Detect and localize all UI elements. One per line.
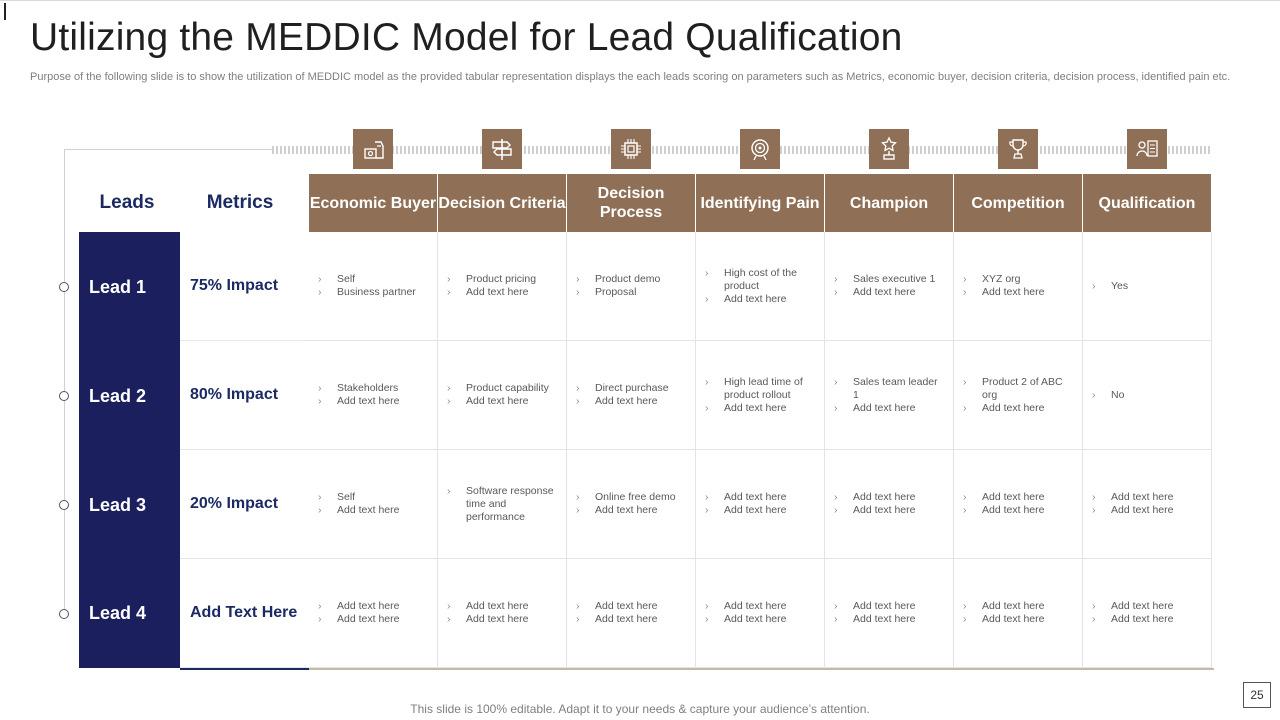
chevron-right-icon: ›: [834, 273, 838, 285]
chevron-right-icon: ›: [447, 395, 451, 407]
table-cell: [309, 341, 438, 450]
frame-line-left: [64, 149, 65, 619]
cell-bullet: [834, 273, 945, 286]
bullet-text: XYZ org: [982, 273, 1021, 285]
bullet-text: Add text here: [724, 292, 787, 305]
chevron-right-icon: ›: [705, 600, 709, 612]
page-number: 25: [1243, 682, 1271, 708]
table-cell: [438, 559, 567, 668]
chevron-right-icon: ›: [705, 613, 709, 625]
bullet-text: Add text here: [982, 286, 1045, 298]
cell-bullet: [447, 382, 558, 395]
bullet-text: Add text here: [982, 491, 1045, 503]
cell-bullet: [963, 504, 1074, 517]
cell-bullet: [576, 600, 687, 613]
chevron-right-icon: ›: [318, 395, 322, 407]
table-cell: [954, 450, 1083, 559]
cell-bullet: [963, 600, 1074, 613]
frame-line-top: [64, 149, 272, 150]
chevron-right-icon: ›: [705, 292, 709, 305]
chevron-right-icon: ›: [576, 613, 580, 625]
bullet-text: Business partner: [337, 286, 416, 298]
chevron-right-icon: ›: [963, 491, 967, 503]
cell-bullet: [834, 600, 945, 613]
table-cell: [1083, 450, 1212, 559]
cell-bullet: [447, 600, 558, 613]
cell-bullet: [963, 376, 1074, 402]
chevron-right-icon: ›: [447, 286, 451, 298]
cell-bullet: [318, 273, 429, 286]
chevron-right-icon: ›: [576, 504, 580, 516]
bullet-text: Add text here: [982, 401, 1045, 414]
chevron-right-icon: ›: [318, 491, 322, 503]
chevron-right-icon: ›: [1092, 279, 1096, 292]
bullet-text: Software response time and performance: [466, 484, 554, 523]
chevron-right-icon: ›: [318, 504, 322, 516]
table-cell: [309, 559, 438, 668]
table-cell: [825, 450, 954, 559]
bullet-text: Add text here: [337, 504, 400, 516]
metric-value: 75% Impact: [180, 232, 309, 341]
cell-bullet: [963, 402, 1074, 415]
column-header-2: Decision Process: [567, 174, 696, 232]
chevron-right-icon: ›: [705, 375, 709, 388]
cell-bullet: [447, 485, 558, 524]
bullet-text: Add text here: [1111, 504, 1174, 516]
bullet-text: Add text here: [466, 613, 529, 625]
chevron-right-icon: ›: [1092, 613, 1096, 625]
text-cursor: [4, 3, 6, 20]
bullet-text: Add text here: [982, 504, 1045, 516]
user-checklist-icon: [1127, 129, 1167, 169]
cell-bullet: [834, 402, 945, 415]
bullet-text: Stakeholders: [337, 382, 399, 394]
chevron-right-icon: ›: [576, 491, 580, 503]
cell-bullet: [318, 286, 429, 299]
chevron-right-icon: ›: [447, 484, 451, 497]
bullet-text: Yes: [1111, 279, 1129, 292]
slide-subtitle: Purpose of the following slide is to show the utilization of MEDDIC model as the provided tabular representation displays the each leads scoring on parameters such as Metrics, economic buyer, decision criteria, decision process, identified pain etc.: [30, 71, 1231, 83]
cell-bullet: [576, 504, 687, 517]
chevron-right-icon: ›: [834, 600, 838, 612]
bullet-text: Add text here: [1111, 613, 1174, 625]
bullet-text: Add text here: [724, 504, 787, 516]
target-icon: [740, 129, 780, 169]
bullet-text: Add text here: [853, 401, 916, 414]
bullet-text: Add text here: [1111, 600, 1174, 612]
chevron-right-icon: ›: [1092, 491, 1096, 503]
chevron-right-icon: ›: [447, 613, 451, 625]
bullet-text: Product capability: [466, 382, 549, 394]
table-cell: [954, 341, 1083, 450]
bullet-text: Product pricing: [466, 273, 537, 285]
column-header-0: Economic Buyer: [309, 174, 438, 232]
chevron-right-icon: ›: [1092, 504, 1096, 516]
cell-bullet: [834, 491, 945, 504]
chevron-right-icon: ›: [834, 401, 838, 414]
bullet-text: Product 2 of ABC org: [982, 375, 1063, 401]
chevron-right-icon: ›: [705, 491, 709, 503]
table-cell: [696, 341, 825, 450]
chip-icon: [611, 129, 651, 169]
chevron-right-icon: ›: [1092, 388, 1096, 401]
table-bottom-line: [309, 668, 1214, 670]
bullet-text: Add text here: [337, 613, 400, 625]
chevron-right-icon: ›: [963, 600, 967, 612]
chevron-right-icon: ›: [1092, 600, 1096, 612]
cell-bullet: [705, 376, 816, 402]
bullet-text: Add text here: [466, 600, 529, 612]
chevron-right-icon: ›: [963, 273, 967, 285]
cell-bullet: [834, 613, 945, 626]
bullet-text: Online free demo: [595, 491, 676, 503]
bullet-text: Direct purchase: [595, 382, 669, 394]
table-cell: [696, 450, 825, 559]
cell-bullet: [705, 613, 816, 626]
bullet-text: Add text here: [337, 600, 400, 612]
bullet-text: Proposal: [595, 286, 637, 298]
bullet-text: Add text here: [982, 600, 1045, 612]
trophy-star-icon: [869, 129, 909, 169]
cell-bullet: [576, 491, 687, 504]
table-cell: [567, 341, 696, 450]
cell-bullet: [447, 613, 558, 626]
metrics-header: Metrics: [206, 191, 274, 213]
cell-bullet: [705, 293, 816, 306]
chevron-right-icon: ›: [576, 286, 580, 298]
cell-bullet: [705, 504, 816, 517]
cell-bullet: [705, 600, 816, 613]
chevron-right-icon: ›: [705, 266, 709, 279]
row-marker-dot: [59, 282, 69, 292]
cell-bullet: [705, 491, 816, 504]
bullet-text: Product demo: [595, 273, 661, 285]
cell-bullet: [834, 376, 945, 402]
lead-label: Lead 1: [79, 232, 180, 342]
chevron-right-icon: ›: [834, 504, 838, 516]
money-bag-icon: [353, 129, 393, 169]
cell-bullet: [318, 504, 429, 517]
chevron-right-icon: ›: [963, 286, 967, 298]
bullet-text: Add text here: [982, 613, 1045, 625]
chevron-right-icon: ›: [318, 382, 322, 394]
table-cell: [438, 232, 567, 341]
cell-bullet: [447, 273, 558, 286]
bullet-text: Add text here: [724, 600, 787, 612]
leads-header: Leads: [99, 191, 155, 213]
bullet-text: Self: [337, 273, 356, 285]
bullet-text: Add text here: [337, 395, 400, 407]
table-cell: [567, 232, 696, 341]
cell-bullet: [447, 286, 558, 299]
table-cell: [1083, 559, 1212, 668]
cell-bullet: [1092, 280, 1203, 293]
cell-bullet: [705, 402, 816, 415]
cell-bullet: [576, 395, 687, 408]
cell-bullet: [576, 382, 687, 395]
bullet-text: Add text here: [466, 286, 529, 298]
cell-bullet: [318, 491, 429, 504]
cell-bullet: [963, 273, 1074, 286]
cell-bullet: [576, 286, 687, 299]
column-header-6: Qualification: [1083, 174, 1212, 232]
bullet-text: Add text here: [595, 395, 658, 407]
cell-bullet: [1092, 389, 1203, 402]
column-header-4: Champion: [825, 174, 954, 232]
bullet-text: High lead time of product rollout: [724, 375, 803, 401]
row-marker-dot: [59, 500, 69, 510]
cell-bullet: [963, 613, 1074, 626]
lead-label: Lead 2: [79, 341, 180, 451]
table-cell: [954, 559, 1083, 668]
bullet-text: Sales team leader 1: [853, 375, 938, 401]
bullet-text: Sales executive 1: [853, 273, 936, 285]
cell-bullet: [447, 395, 558, 408]
chevron-right-icon: ›: [576, 600, 580, 612]
bullet-text: Add text here: [853, 286, 916, 298]
chevron-right-icon: ›: [318, 286, 322, 298]
bullet-text: Self: [337, 491, 356, 503]
cell-bullet: [318, 382, 429, 395]
bullet-text: Add text here: [853, 504, 916, 516]
metric-value: 20% Impact: [180, 450, 309, 559]
bullet-text: Add text here: [853, 600, 916, 612]
chevron-right-icon: ›: [318, 273, 322, 285]
cell-bullet: [963, 491, 1074, 504]
table-cell: [696, 232, 825, 341]
chevron-right-icon: ›: [318, 600, 322, 612]
table-cell: [954, 232, 1083, 341]
table-cell: [825, 341, 954, 450]
chevron-right-icon: ›: [963, 504, 967, 516]
cell-bullet: [834, 286, 945, 299]
chevron-right-icon: ›: [447, 273, 451, 285]
bullet-text: Add text here: [853, 613, 916, 625]
bullet-text: High cost of the product: [724, 266, 797, 292]
bullet-text: Add text here: [466, 395, 529, 407]
cell-bullet: [576, 613, 687, 626]
table-cell: [438, 341, 567, 450]
chevron-right-icon: ›: [576, 395, 580, 407]
chevron-right-icon: ›: [834, 613, 838, 625]
column-header-3: Identifying Pain: [696, 174, 825, 232]
lead-label: Lead 4: [79, 559, 180, 668]
cell-bullet: [1092, 504, 1203, 517]
chevron-right-icon: ›: [705, 401, 709, 414]
table-cell: [438, 450, 567, 559]
table-cell: [1083, 232, 1212, 341]
chevron-right-icon: ›: [576, 273, 580, 285]
table-cell: [567, 450, 696, 559]
cell-bullet: [1092, 491, 1203, 504]
bullet-text: Add text here: [595, 600, 658, 612]
chevron-right-icon: ›: [963, 613, 967, 625]
table-cell: [567, 559, 696, 668]
cell-bullet: [318, 613, 429, 626]
chevron-right-icon: ›: [447, 382, 451, 394]
bullet-text: No: [1111, 388, 1125, 401]
metric-value: 80% Impact: [180, 341, 309, 450]
slide-title: Utilizing the MEDDIC Model for Lead Qualification: [30, 16, 903, 59]
cell-bullet: [318, 395, 429, 408]
table-cell: [696, 559, 825, 668]
cell-bullet: [576, 273, 687, 286]
chevron-right-icon: ›: [834, 491, 838, 503]
row-marker-dot: [59, 391, 69, 401]
chevron-right-icon: ›: [318, 613, 322, 625]
bullet-text: Add text here: [595, 613, 658, 625]
lead-label: Lead 3: [79, 450, 180, 560]
chevron-right-icon: ›: [963, 375, 967, 388]
cell-bullet: [1092, 613, 1203, 626]
cell-bullet: [1092, 600, 1203, 613]
bullet-text: Add text here: [724, 613, 787, 625]
slide-top-border: [0, 0, 1280, 1]
metric-bottom-line: [180, 668, 309, 670]
cup-icon: [998, 129, 1038, 169]
chevron-right-icon: ›: [705, 504, 709, 516]
chevron-right-icon: ›: [447, 600, 451, 612]
bullet-text: Add text here: [724, 401, 787, 414]
bullet-text: Add text here: [595, 504, 658, 516]
column-header-1: Decision Criteria: [438, 174, 567, 232]
table-cell: [825, 232, 954, 341]
table-cell: [309, 450, 438, 559]
table-cell: [825, 559, 954, 668]
chevron-right-icon: ›: [834, 286, 838, 298]
cell-bullet: [963, 286, 1074, 299]
chevron-right-icon: ›: [834, 375, 838, 388]
signpost-icon: [482, 129, 522, 169]
bullet-text: Add text here: [853, 491, 916, 503]
chevron-right-icon: ›: [963, 401, 967, 414]
table-cell: [1083, 341, 1212, 450]
bullet-text: Add text here: [1111, 491, 1174, 503]
chevron-right-icon: ›: [576, 382, 580, 394]
table-cell: [309, 232, 438, 341]
cell-bullet: [834, 504, 945, 517]
column-header-5: Competition: [954, 174, 1083, 232]
bullet-text: Add text here: [724, 491, 787, 503]
metric-value: Add Text Here: [180, 559, 309, 668]
cell-bullet: [318, 600, 429, 613]
slide-footer: This slide is 100% editable. Adapt it to your needs & capture your audience’s attention.: [410, 702, 870, 716]
cell-bullet: [705, 267, 816, 293]
row-marker-dot: [59, 609, 69, 619]
